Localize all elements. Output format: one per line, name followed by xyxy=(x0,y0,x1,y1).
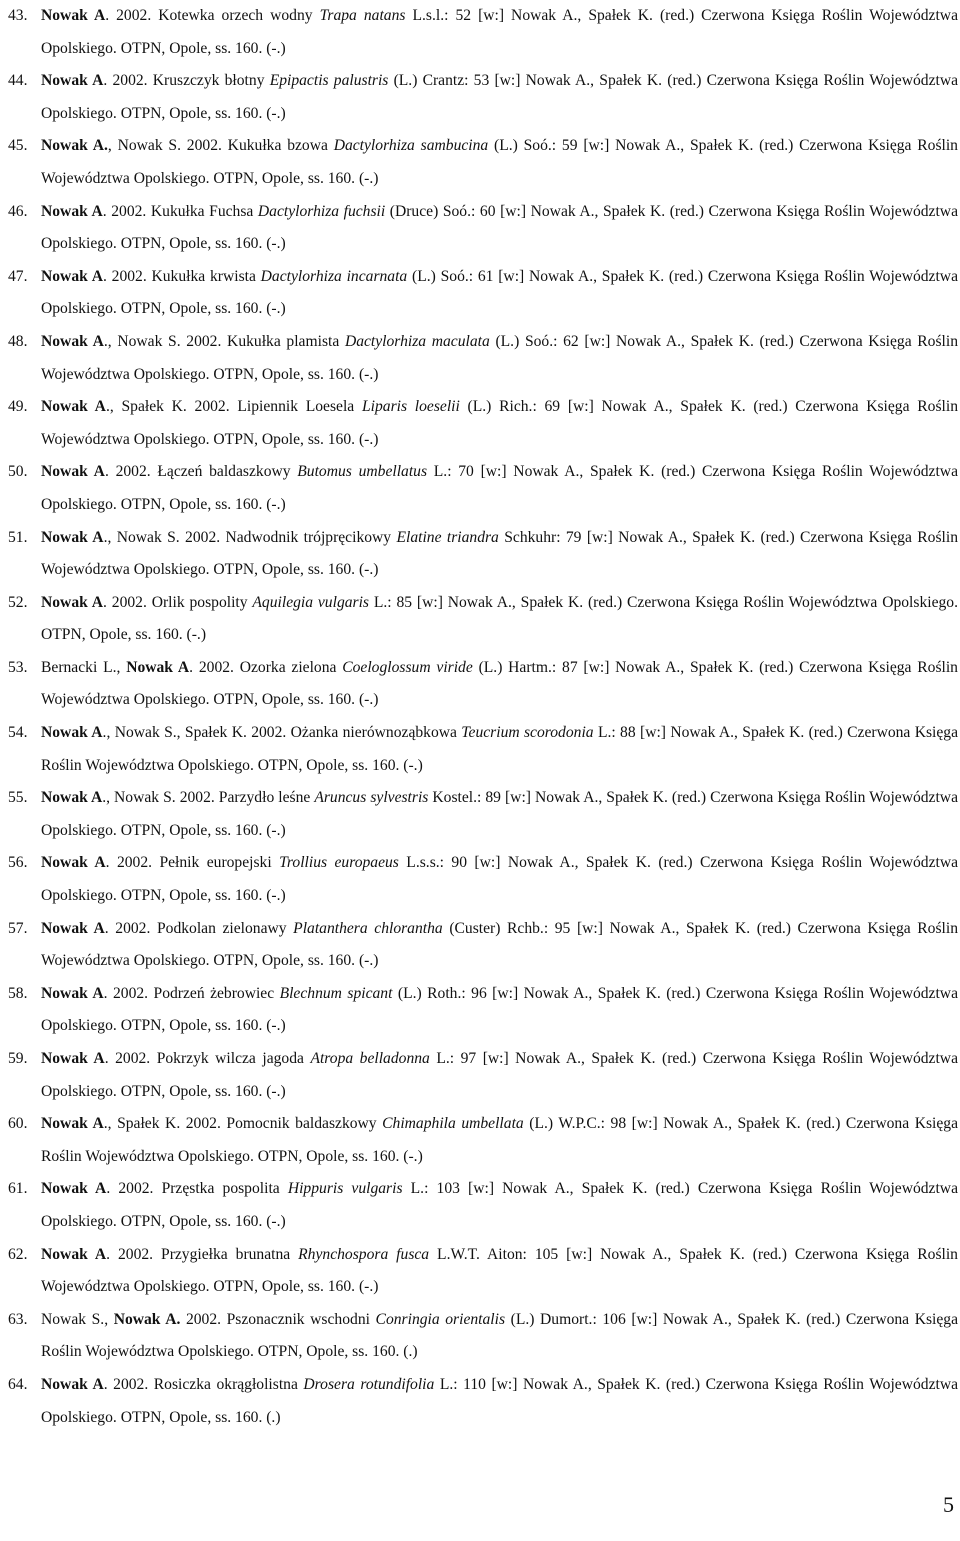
author-name-bold: Nowak A xyxy=(41,593,104,611)
reference-number: 44. xyxy=(8,72,28,90)
reference-item xyxy=(8,1304,958,1369)
reference-text-segment: Nowak S., xyxy=(41,1310,114,1328)
author-name-bold: Nowak A xyxy=(41,1115,104,1133)
reference-item xyxy=(8,847,958,912)
species-name-italic: Aquilegia vulgaris xyxy=(252,593,370,611)
species-name-italic: Atropa belladonna xyxy=(310,1050,430,1067)
species-name-italic: Blechnum spicant xyxy=(279,984,393,1002)
reference-text xyxy=(41,659,958,709)
reference-text xyxy=(41,985,958,1035)
author-name-bold: Nowak A xyxy=(41,332,104,350)
reference-text xyxy=(41,1115,958,1165)
reference-text-segment: . 2002. Przygiełka brunatna xyxy=(106,1245,299,1263)
reference-text-segment: (L.) Soó.: 62 [w:] Nowak A., Spałek K. (red.) Czerwona Księga Roślin Województwa Opolskiego. OTPN, Opole, ss. 160. (-.) xyxy=(41,332,959,383)
species-name-italic: Chimaphila umbellata xyxy=(382,1115,524,1133)
reference-number: 50. xyxy=(8,463,28,481)
reference-number: 48. xyxy=(8,332,28,350)
species-name-italic: Platanthera chlorantha xyxy=(293,919,443,937)
reference-number: 51. xyxy=(8,528,28,546)
species-name-italic: Conringia orientalis xyxy=(375,1310,506,1328)
reference-text-segment: L.: 70 [w:] Nowak A., Spałek K. (red.) Czerwona Księga Roślin Województwa Opolskiego. OTPN, Opole, ss. 160. (-.) xyxy=(41,463,958,513)
page-number: 5 xyxy=(943,1492,954,1517)
reference-text-segment: (L.) Hartm.: 87 [w:] Nowak A., Spałek K. (red.) Czerwona Księga Roślin Województwa Opolskiego. OTPN, Opole, ss. 160. (-.) xyxy=(41,658,958,709)
species-name-italic: Coeloglossum viride xyxy=(342,658,473,676)
reference-text-segment: ., Nowak S. 2002. Parzydło leśne xyxy=(102,789,315,807)
reference-item xyxy=(8,717,958,782)
reference-number: 47. xyxy=(8,267,28,285)
reference-text-segment: Bernacki L., xyxy=(41,658,127,676)
author-name-bold: Nowak A xyxy=(41,72,104,90)
reference-number: 54. xyxy=(8,724,28,742)
reference-text-segment: (L.) W.P.C.: 98 [w:] Nowak A., Spałek K. (red.) Czerwona Księga Roślin Województwa Opolskiego. OTPN, Opole, ss. 160. (-.) xyxy=(41,1115,958,1165)
reference-item xyxy=(8,1369,958,1434)
reference-text xyxy=(41,529,958,579)
reference-text-segment: 2002. Pszonacznik wschodni xyxy=(180,1310,376,1328)
reference-item xyxy=(8,196,958,261)
reference-number: 62. xyxy=(8,1245,28,1263)
species-name-italic: Trollius europaeus xyxy=(279,854,399,872)
reference-text-segment: . 2002. Orlik pospolity xyxy=(103,593,253,611)
reference-number: 52. xyxy=(8,593,28,611)
reference-number: 53. xyxy=(8,658,28,676)
species-name-italic: Teucrium scorodonia xyxy=(461,724,594,742)
reference-number: 64. xyxy=(8,1375,28,1393)
reference-text-segment: (L.) Roth.: 96 [w:] Nowak A., Spałek K. (red.) Czerwona Księga Roślin Województwa Opolskiego. OTPN, Opole, ss. 160. (-.) xyxy=(41,984,958,1035)
reference-text xyxy=(41,72,958,122)
species-name-italic: Rhynchospora fusca xyxy=(298,1245,430,1263)
reference-number: 60. xyxy=(8,1115,28,1133)
reference-text-segment: (L.) Dumort.: 106 [w:] Nowak A., Spałek K. (red.) Czerwona Księga Roślin Województwa Opolskiego. OTPN, Opole, ss. 160. (.) xyxy=(41,1310,958,1361)
reference-item xyxy=(8,1043,958,1108)
species-name-italic: Butomus umbellatus xyxy=(297,463,428,481)
reference-text-segment: L.: 110 [w:] Nowak A., Spałek K. (red.) Czerwona Księga Roślin Województwa Opolskiego. OTPN, Opole, ss. 160. (.) xyxy=(41,1375,959,1426)
reference-number: 63. xyxy=(8,1310,28,1328)
reference-text-segment: ., Nowak S., Spałek K. 2002. Ożanka nierównoząbkowa xyxy=(102,724,462,742)
reference-item xyxy=(8,65,958,130)
reference-text xyxy=(41,594,958,644)
reference-text-segment: L.: 85 [w:] Nowak A., Spałek K. (red.) Czerwona Księga Roślin Województwa Opolskiego. OTPN, Opole, ss. 160. (-.) xyxy=(41,593,958,644)
reference-text-segment: (Custer) Rchb.: 95 [w:] Nowak A., Spałek K. (red.) Czerwona Księga Roślin Województwa Opolskiego. OTPN, Opole, ss. 160. (-.) xyxy=(41,919,958,970)
reference-item xyxy=(8,522,958,587)
reference-item xyxy=(8,130,958,195)
species-name-italic: Aruncus sylvestris xyxy=(314,789,429,807)
reference-text-segment: ., Nowak S. 2002. Kukułka plamista xyxy=(103,332,345,350)
author-name-bold: Nowak A xyxy=(41,789,103,807)
species-name-italic: Elatine triandra xyxy=(396,528,499,546)
reference-number: 56. xyxy=(8,854,28,872)
author-name-bold: Nowak A xyxy=(41,724,103,742)
reference-text-segment: . 2002. Podkolan zielonawy xyxy=(104,919,294,937)
reference-number: 59. xyxy=(8,1050,28,1067)
reference-text-segment: L.: 97 [w:] Nowak A., Spałek K. (red.) Czerwona Księga Roślin Województwa Opolskiego. OTPN, Opole, ss. 160. (-.) xyxy=(41,1050,958,1100)
reference-text-segment: L.: 103 [w:] Nowak A., Spałek K. (red.) Czerwona Księga Roślin Województwa Opolskiego. OTPN, Opole, ss. 160. (-.) xyxy=(41,1180,958,1230)
reference-item xyxy=(8,326,958,391)
reference-text xyxy=(41,724,958,774)
author-name-bold: Nowak A xyxy=(41,854,106,872)
reference-text xyxy=(41,1376,958,1426)
species-name-italic: Liparis loeselii xyxy=(361,398,460,416)
reference-text-segment: Kostel.: 89 [w:] Nowak A., Spałek K. (red.) Czerwona Księga Roślin Województwa Opolskiego. OTPN, Opole, ss. 160. (-.) xyxy=(41,789,958,839)
reference-text xyxy=(41,1311,958,1361)
reference-text-segment: ., Nowak S. 2002. Nadwodnik trójpręcikowy xyxy=(103,528,397,546)
species-name-italic: Dactylorhiza maculata xyxy=(344,332,490,350)
reference-text-segment: (Druce) Soó.: 60 [w:] Nowak A., Spałek K. (red.) Czerwona Księga Roślin Województwa Opolskiego. OTPN, Opole, ss. 160. (-.) xyxy=(41,202,958,253)
reference-text xyxy=(41,333,958,383)
reference-text-segment: L.W.T. Aiton: 105 [w:] Nowak A., Spałek K. (red.) Czerwona Księga Roślin Województwa Opolskiego. OTPN, Opole, ss. 160. (-.) xyxy=(41,1245,958,1296)
species-name-italic: Dactylorhiza fuchsii xyxy=(257,202,386,220)
author-name-bold: Nowak A xyxy=(41,7,106,24)
reference-item xyxy=(8,1239,958,1304)
reference-text xyxy=(41,137,958,187)
reference-text xyxy=(41,268,958,318)
reference-number: 43. xyxy=(8,7,28,24)
author-name-bold: Nowak A. xyxy=(113,1310,181,1328)
reference-item xyxy=(8,652,958,717)
reference-list xyxy=(8,0,958,1434)
reference-item xyxy=(8,782,958,847)
author-name-bold: Nowak A xyxy=(41,1180,107,1198)
reference-item xyxy=(8,261,958,326)
reference-number: 57. xyxy=(8,919,28,937)
reference-text-segment: . 2002. Pokrzyk wilcza jagoda xyxy=(104,1050,311,1067)
reference-text-segment: L.s.l.: 52 [w:] Nowak A., Spałek K. (red.) Czerwona Księga Roślin Województwa Opolskiego. OTPN, Opole, ss. 160. (-.) xyxy=(41,7,958,57)
reference-text-segment: . 2002. Kruszczyk błotny xyxy=(103,72,270,90)
species-name-italic: Hippuris vulgaris xyxy=(287,1180,403,1198)
reference-text xyxy=(41,463,958,513)
reference-text-segment: . 2002. Kotewka orzech wodny xyxy=(105,7,320,24)
reference-text-segment: . 2002. Przęstka pospolita xyxy=(106,1180,288,1198)
species-name-italic: Drosera rotundifolia xyxy=(303,1375,435,1393)
reference-text xyxy=(41,1050,958,1100)
reference-text-segment: . 2002. Ozorka zielona xyxy=(189,658,343,676)
reference-text-segment: . 2002. Podrzeń żebrowiec xyxy=(103,984,280,1002)
reference-text-segment: L.: 88 [w:] Nowak A., Spałek K. (red.) Czerwona Księga Roślin Województwa Opolskiego. OTPN, Opole, ss. 160. (-.) xyxy=(41,724,958,774)
reference-number: 55. xyxy=(8,789,28,807)
reference-item xyxy=(8,978,958,1043)
reference-text-segment: , Nowak S. 2002. Kukułka bzowa xyxy=(107,137,334,155)
reference-item xyxy=(8,587,958,652)
reference-text-segment: (L.) Crantz: 53 [w:] Nowak A., Spałek K. (red.) Czerwona Księga Roślin Województwa Opolskiego. OTPN, Opole, ss. 160. (-.) xyxy=(41,72,959,122)
species-name-italic: Trapa natans xyxy=(319,7,406,24)
reference-text-segment: ., Spałek K. 2002. Lipiennik Loesela xyxy=(105,398,362,416)
author-name-bold: Nowak A xyxy=(41,919,105,937)
reference-text-segment: Schkuhr: 79 [w:] Nowak A., Spałek K. (red.) Czerwona Księga Roślin Województwa Opolskiego. OTPN, Opole, ss. 160. (-.) xyxy=(41,528,958,579)
reference-text-segment: . 2002. Pełnik europejski xyxy=(105,854,280,872)
species-name-italic: Dactylorhiza sambucina xyxy=(333,137,489,155)
species-name-italic: Epipactis palustris xyxy=(269,72,389,90)
author-name-bold: Nowak A xyxy=(41,1245,107,1263)
reference-item xyxy=(8,0,958,65)
reference-text-segment: . 2002. Kukułka krwista xyxy=(102,267,261,285)
reference-text-segment: (L.) Soó.: 61 [w:] Nowak A., Spałek K. (red.) Czerwona Księga Roślin Województwa Opolskiego. OTPN, Opole, ss. 160. (-.) xyxy=(41,267,958,318)
species-name-italic: Dactylorhiza incarnata xyxy=(260,267,408,285)
reference-text-segment: L.s.s.: 90 [w:] Nowak A., Spałek K. (red.) Czerwona Księga Roślin Województwa Opolskiego. OTPN, Opole, ss. 160. (-.) xyxy=(41,854,959,905)
reference-text xyxy=(41,1180,958,1230)
author-name-bold: Nowak A xyxy=(41,1050,105,1067)
reference-number: 45. xyxy=(8,137,28,155)
reference-number: 61. xyxy=(8,1180,28,1198)
reference-item xyxy=(8,456,958,521)
author-name-bold: Nowak A xyxy=(126,658,190,676)
reference-item xyxy=(8,1173,958,1238)
reference-text-segment: . 2002. Kukułka Fuchsa xyxy=(102,202,258,220)
reference-item xyxy=(8,391,958,456)
reference-text xyxy=(41,398,958,448)
author-name-bold: Nowak A xyxy=(41,528,104,546)
reference-text xyxy=(41,203,958,253)
author-name-bold: Nowak A xyxy=(41,984,104,1002)
reference-text xyxy=(41,920,958,970)
author-name-bold: Nowak A xyxy=(41,463,105,481)
reference-text-segment: . 2002. Łączeń baldaszkowy xyxy=(104,463,298,481)
reference-text xyxy=(41,7,958,57)
reference-text-segment: (L.) Soó.: 59 [w:] Nowak A., Spałek K. (red.) Czerwona Księga Roślin Województwa Opolskiego. OTPN, Opole, ss. 160. (-.) xyxy=(41,137,958,187)
author-name-bold: Nowak A xyxy=(41,267,103,285)
reference-text-segment: (L.) Rich.: 69 [w:] Nowak A., Spałek K. (red.) Czerwona Księga Roślin Województwa Opolskiego. OTPN, Opole, ss. 160. (-.) xyxy=(41,398,958,448)
reference-text-segment: . 2002. Rosiczka okrągłolistna xyxy=(103,1375,304,1393)
reference-item xyxy=(8,1108,958,1173)
reference-number: 49. xyxy=(8,398,28,416)
author-name-bold: Nowak A. xyxy=(41,137,108,155)
author-name-bold: Nowak A xyxy=(41,1375,104,1393)
reference-number: 58. xyxy=(8,984,28,1002)
reference-text xyxy=(41,789,958,839)
author-name-bold: Nowak A xyxy=(41,398,106,416)
author-name-bold: Nowak A xyxy=(41,202,103,220)
reference-text xyxy=(41,1246,958,1296)
reference-text xyxy=(41,854,958,904)
reference-text-segment: ., Spałek K. 2002. Pomocnik baldaszkowy xyxy=(103,1115,383,1133)
reference-item xyxy=(8,913,958,978)
reference-number: 46. xyxy=(8,202,28,220)
